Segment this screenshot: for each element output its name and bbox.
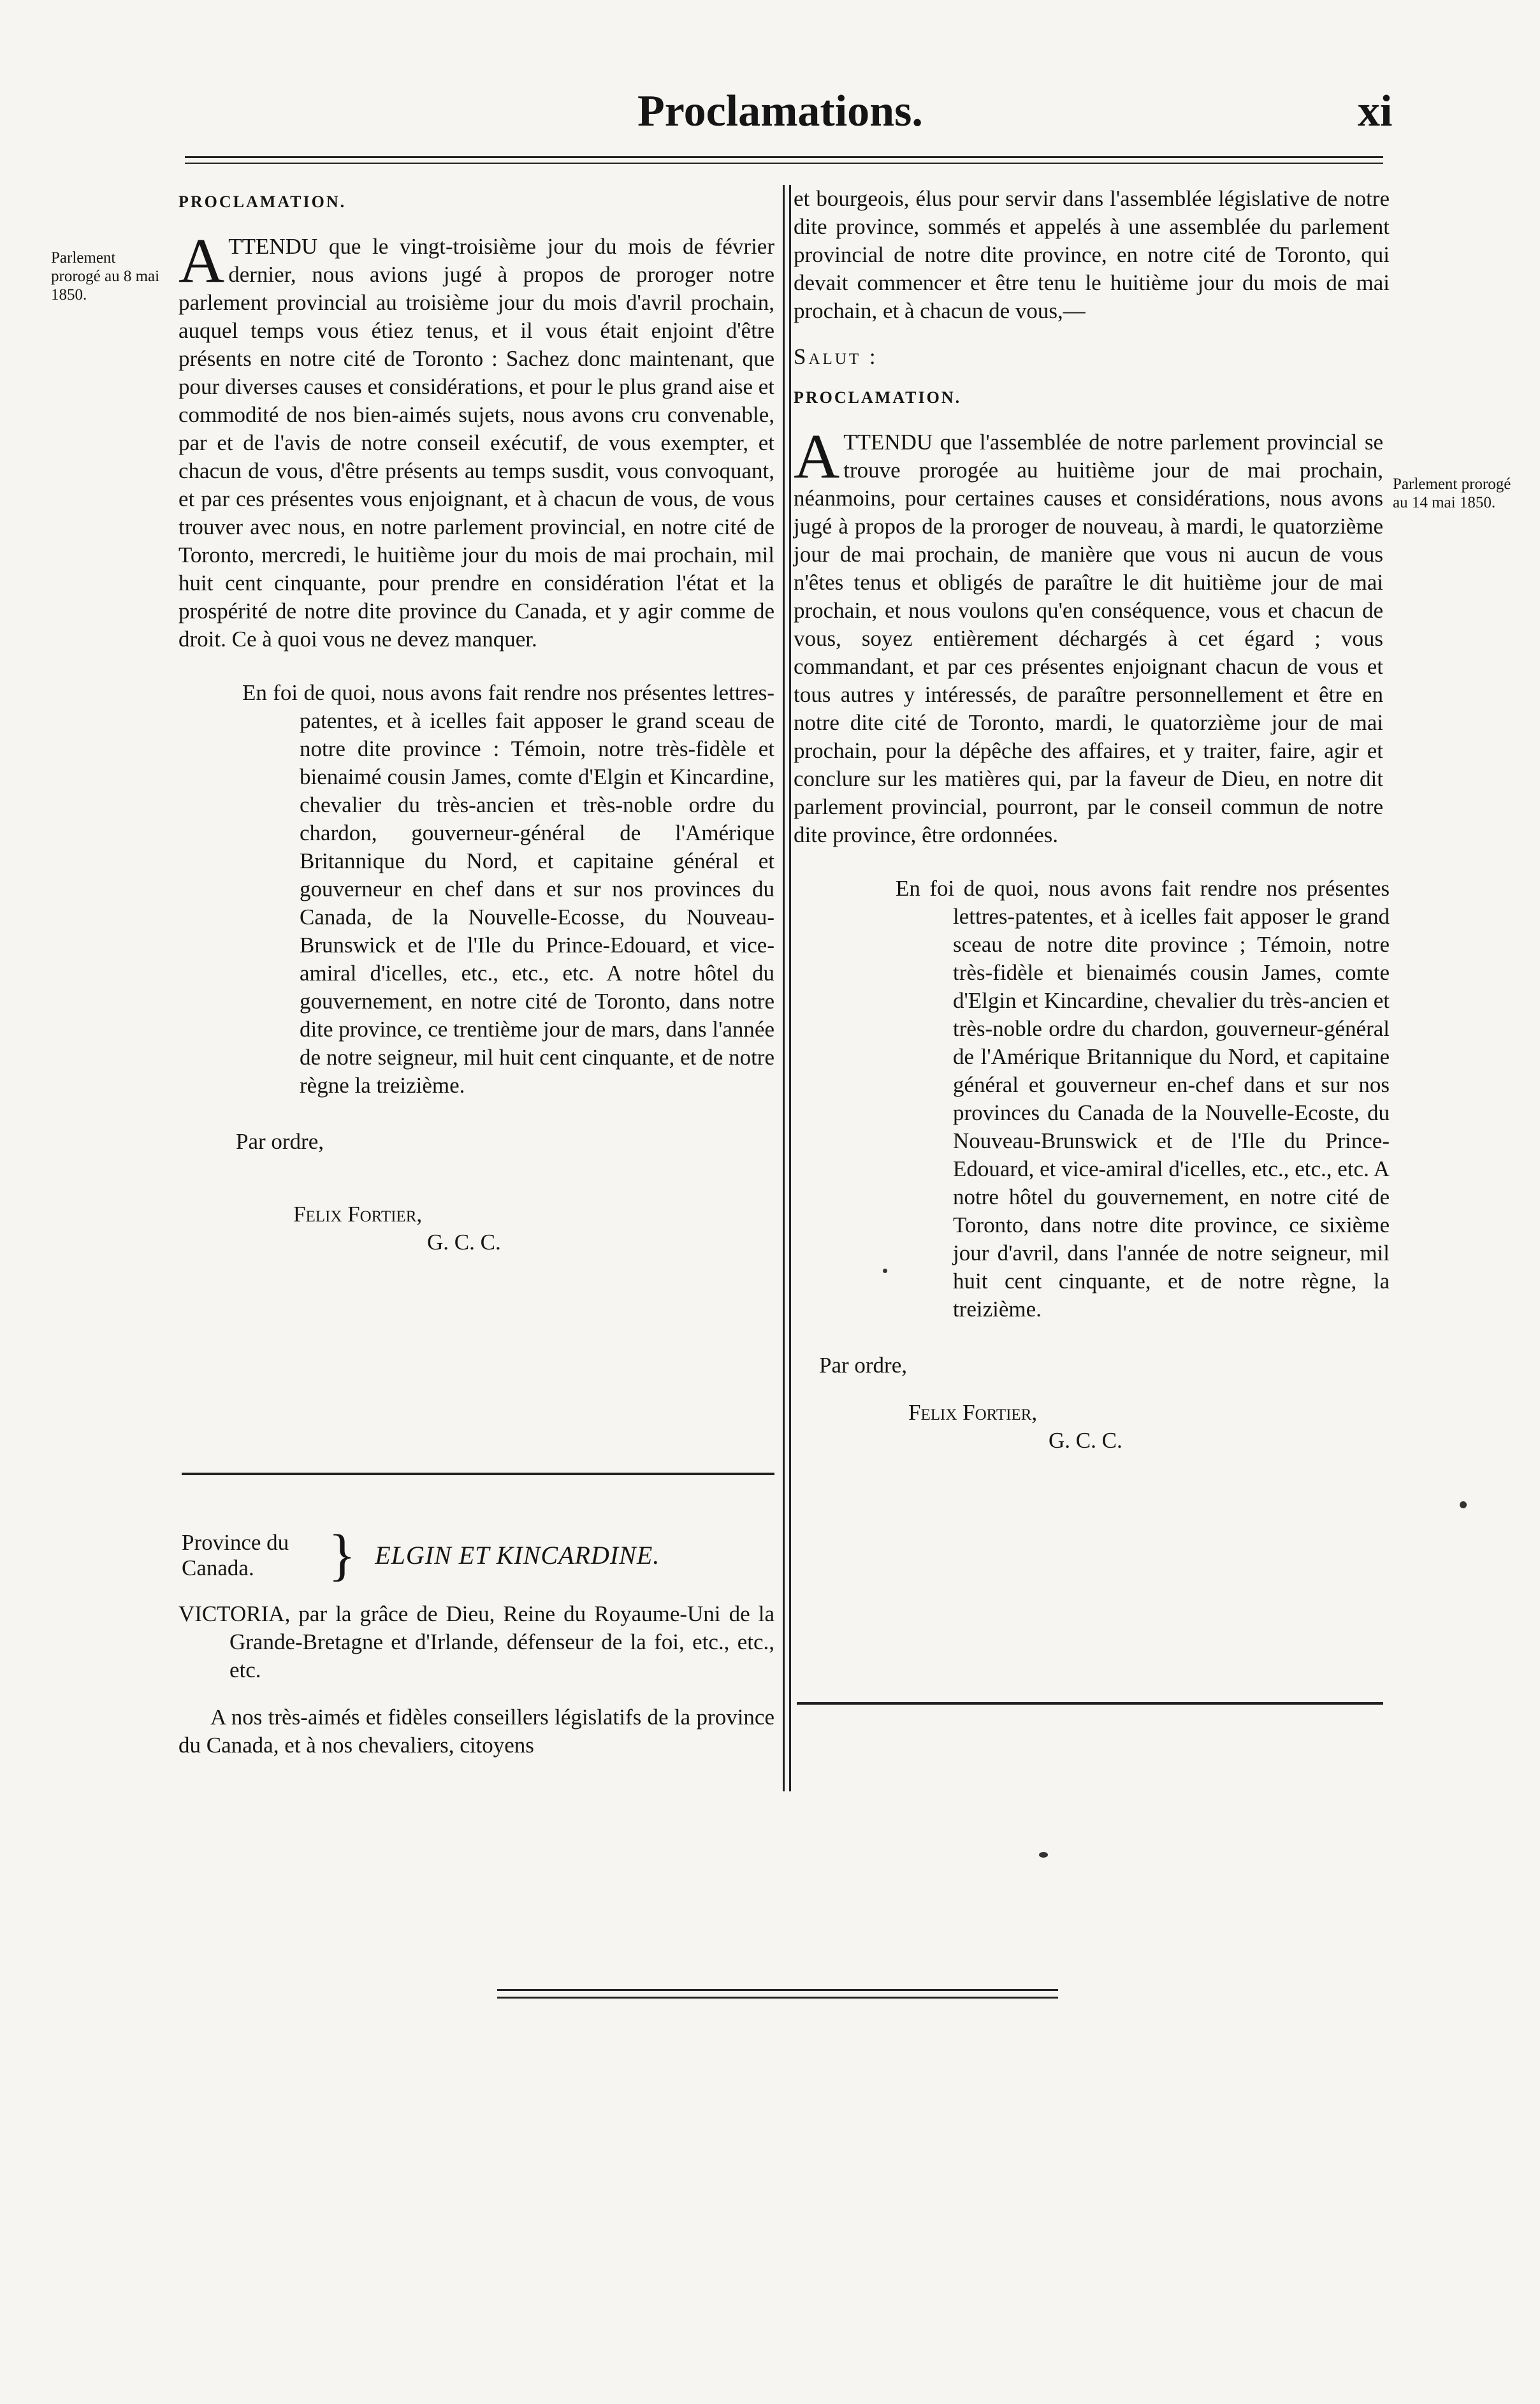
margin-note-left: Parlement prorogé au 8 mai 1850. xyxy=(51,249,160,303)
par-ordre-label-right: Par ordre, xyxy=(819,1353,908,1378)
par-ordre-label: Par ordre, xyxy=(236,1129,324,1154)
footer-rule-bottom xyxy=(497,1997,1058,1999)
column-divider-right xyxy=(789,185,791,1791)
ink-speck xyxy=(1460,1501,1467,1508)
proclamation-paragraph xyxy=(178,225,775,653)
signer-name: Felix Fortier, xyxy=(293,1202,423,1227)
page-title: Proclamations. xyxy=(637,87,923,136)
ink-speck xyxy=(883,1269,887,1273)
section-rule-left xyxy=(182,1473,774,1475)
signer-title-right: G. C. C. xyxy=(1049,1428,1122,1453)
header-rule-bottom xyxy=(185,163,1383,164)
column-divider-left xyxy=(783,185,785,1791)
victoria-paragraph: VICTORIA, par la grâce de Dieu, Reine du Royaume-Uni de la Grande-Bretagne et d'Irlande, défenseur de la foi, etc., etc., etc. xyxy=(178,1601,774,1682)
continuation-paragraph: et bourgeois, élus pour servir dans l'assemblée législative de notre dite province, sommés et appelés à une assemblée du parlement provincial de notre dite province, en notre cité de Toronto, qui devait commencer et être tenu le huitième jour du mois de mai prochain, et à chacun de vous,— xyxy=(794,186,1390,323)
address-paragraph: A nos très-aimés et fidèles conseillers législatifs de la province du Canada, et à nos chevaliers, citoyens xyxy=(178,1705,774,1758)
paragraph-text-right: TTENDU que l'assemblée de notre parlement provincial se trouve prorogée au huitième jour de mai prochain, néanmoins, pour certaines causes et considérations, nous avons jugé à propos de la proroger de nouveau, à mardi, le quatorzième jour de mai prochain, de manière que vous ni aucun de vous n'êtes tenus et obligés de paraître le dit huitième jour de mai prochain, et nous voulons qu'en conséquence, vous et chacun de vous, soyez entièrement déchargés à cet égard ; vous commandant, et par ces présentes enjoignant chacun de vous et tous autres y intéressés, de paraître personnellement et être en notre dite cité de Toronto, mardi, le quatorzième jour de mai prochain, pour la dépêche des affaires, et y traiter, faire, agir et conclure sur les matières qui, par la faveur de Dieu, en notre dit parlement provincial, pourront, par le conseil commun de notre dite province, être ordonnées. xyxy=(794,430,1383,847)
proclamation-heading: PROCLAMATION. xyxy=(178,193,347,211)
salut-label: Salut : xyxy=(794,344,878,369)
signer-title: G. C. C. xyxy=(427,1230,501,1255)
right-column xyxy=(794,185,1390,1455)
drop-cap: A xyxy=(178,225,225,296)
ink-speck xyxy=(1039,1852,1048,1858)
margin-note-right: Parlement prorogé au 14 mai 1850. xyxy=(1393,476,1511,511)
province-label: Province du Canada. xyxy=(182,1530,289,1580)
page-number: xi xyxy=(1358,87,1393,136)
proclamation-paragraph-right xyxy=(794,421,1383,849)
province-block xyxy=(178,1524,774,1759)
attestation-paragraph: En foi de quoi, nous avons fait rendre nos présentes lettres-patentes, et à icelles fait apposer le grand sceau de notre dite province : Témoin, notre très-fidèle et bienaimé cousin James, comte d'Elgin et Kincardine, chevalier du très-ancien et très-noble ordre du chardon, gouverneur-général de l'Amérique Britannique du Nord, et capitaine général et gouverneur en chef dans et sur nos provinces du Canada, de la Nouvelle-Ecosse, du Nouveau-Brunswick et de l'Ile du Prince-Edouard, et vice-amiral d'icelles, etc., etc., etc. A notre hôtel du gouvernement, en notre cité de Toronto, dans notre dite province, ce trentième jour de mars, dans l'année de notre seigneur, mil huit cent cinquante, et de notre règne la treizième. xyxy=(242,680,774,1098)
header-rule-top xyxy=(185,156,1383,158)
section-rule-right xyxy=(797,1702,1383,1705)
elgin-title: ELGIN ET KINCARDINE. xyxy=(375,1541,660,1570)
left-column xyxy=(178,188,774,1257)
drop-cap-right: A xyxy=(794,421,840,492)
proclamation-heading-right: PROCLAMATION. xyxy=(794,388,962,407)
footer-rule-top xyxy=(497,1989,1058,1991)
paragraph-text: TTENDU que le vingt-troisième jour du mois de février dernier, nous avions jugé à propos de proroger notre parlement provincial au troisième jour du mois d'avril prochain, auquel temps vous étiez tenus, et il vous était enjoint d'être présents en notre cité de Toronto : Sachez donc maintenant, que pour diverses causes et considérations, et pour le plus grand aise et commodité de nos bien-aimés sujets, nous avons cru convenable, par et de l'avis de notre conseil exécutif, de vous exempter, et chacun de vous, d'être présents au temps susdit, vous convoquant, et par ces présentes vous enjoignant, et à chacun de vous, de vous trouver avec nous, en notre parlement provincial, en notre cité de Toronto, mercredi, le huitième jour du mois de mai prochain, mil huit cent cinquante, pour prendre en considération l'état et la prospérité de notre dite province du Canada, et y agir comme de droit. Ce à quoi vous ne devez manquer. xyxy=(178,234,775,652)
brace-glyph: } xyxy=(328,1524,356,1587)
signer-name-right: Felix Fortier, xyxy=(908,1400,1038,1425)
attestation-paragraph-right: En foi de quoi, nous avons fait rendre nos présentes lettres-patentes, et à icelles fait apposer le grand sceau de notre dite province ; Témoin, notre très-fidèle et bienaimés cousin James, comte d'Elgin et Kincardine, chevalier du très-ancien et très-noble ordre du chardon, gouverneur-général de l'Amérique Britannique du Nord, et capitaine général et gouverneur en-chef dans et sur nos provinces du Canada de la Nouvelle-Ecoste, du Nouveau-Brunswick et de l'Ile du Prince-Edouard, et vice-amiral d'icelles, etc., etc., etc. A notre hôtel du gouvernement, en notre cité de Toronto, dans notre dite province, ce sixième jour d'avril, dans l'année de notre seigneur, mil huit cent cinquante, et de notre règne, la treizième. xyxy=(896,876,1390,1322)
